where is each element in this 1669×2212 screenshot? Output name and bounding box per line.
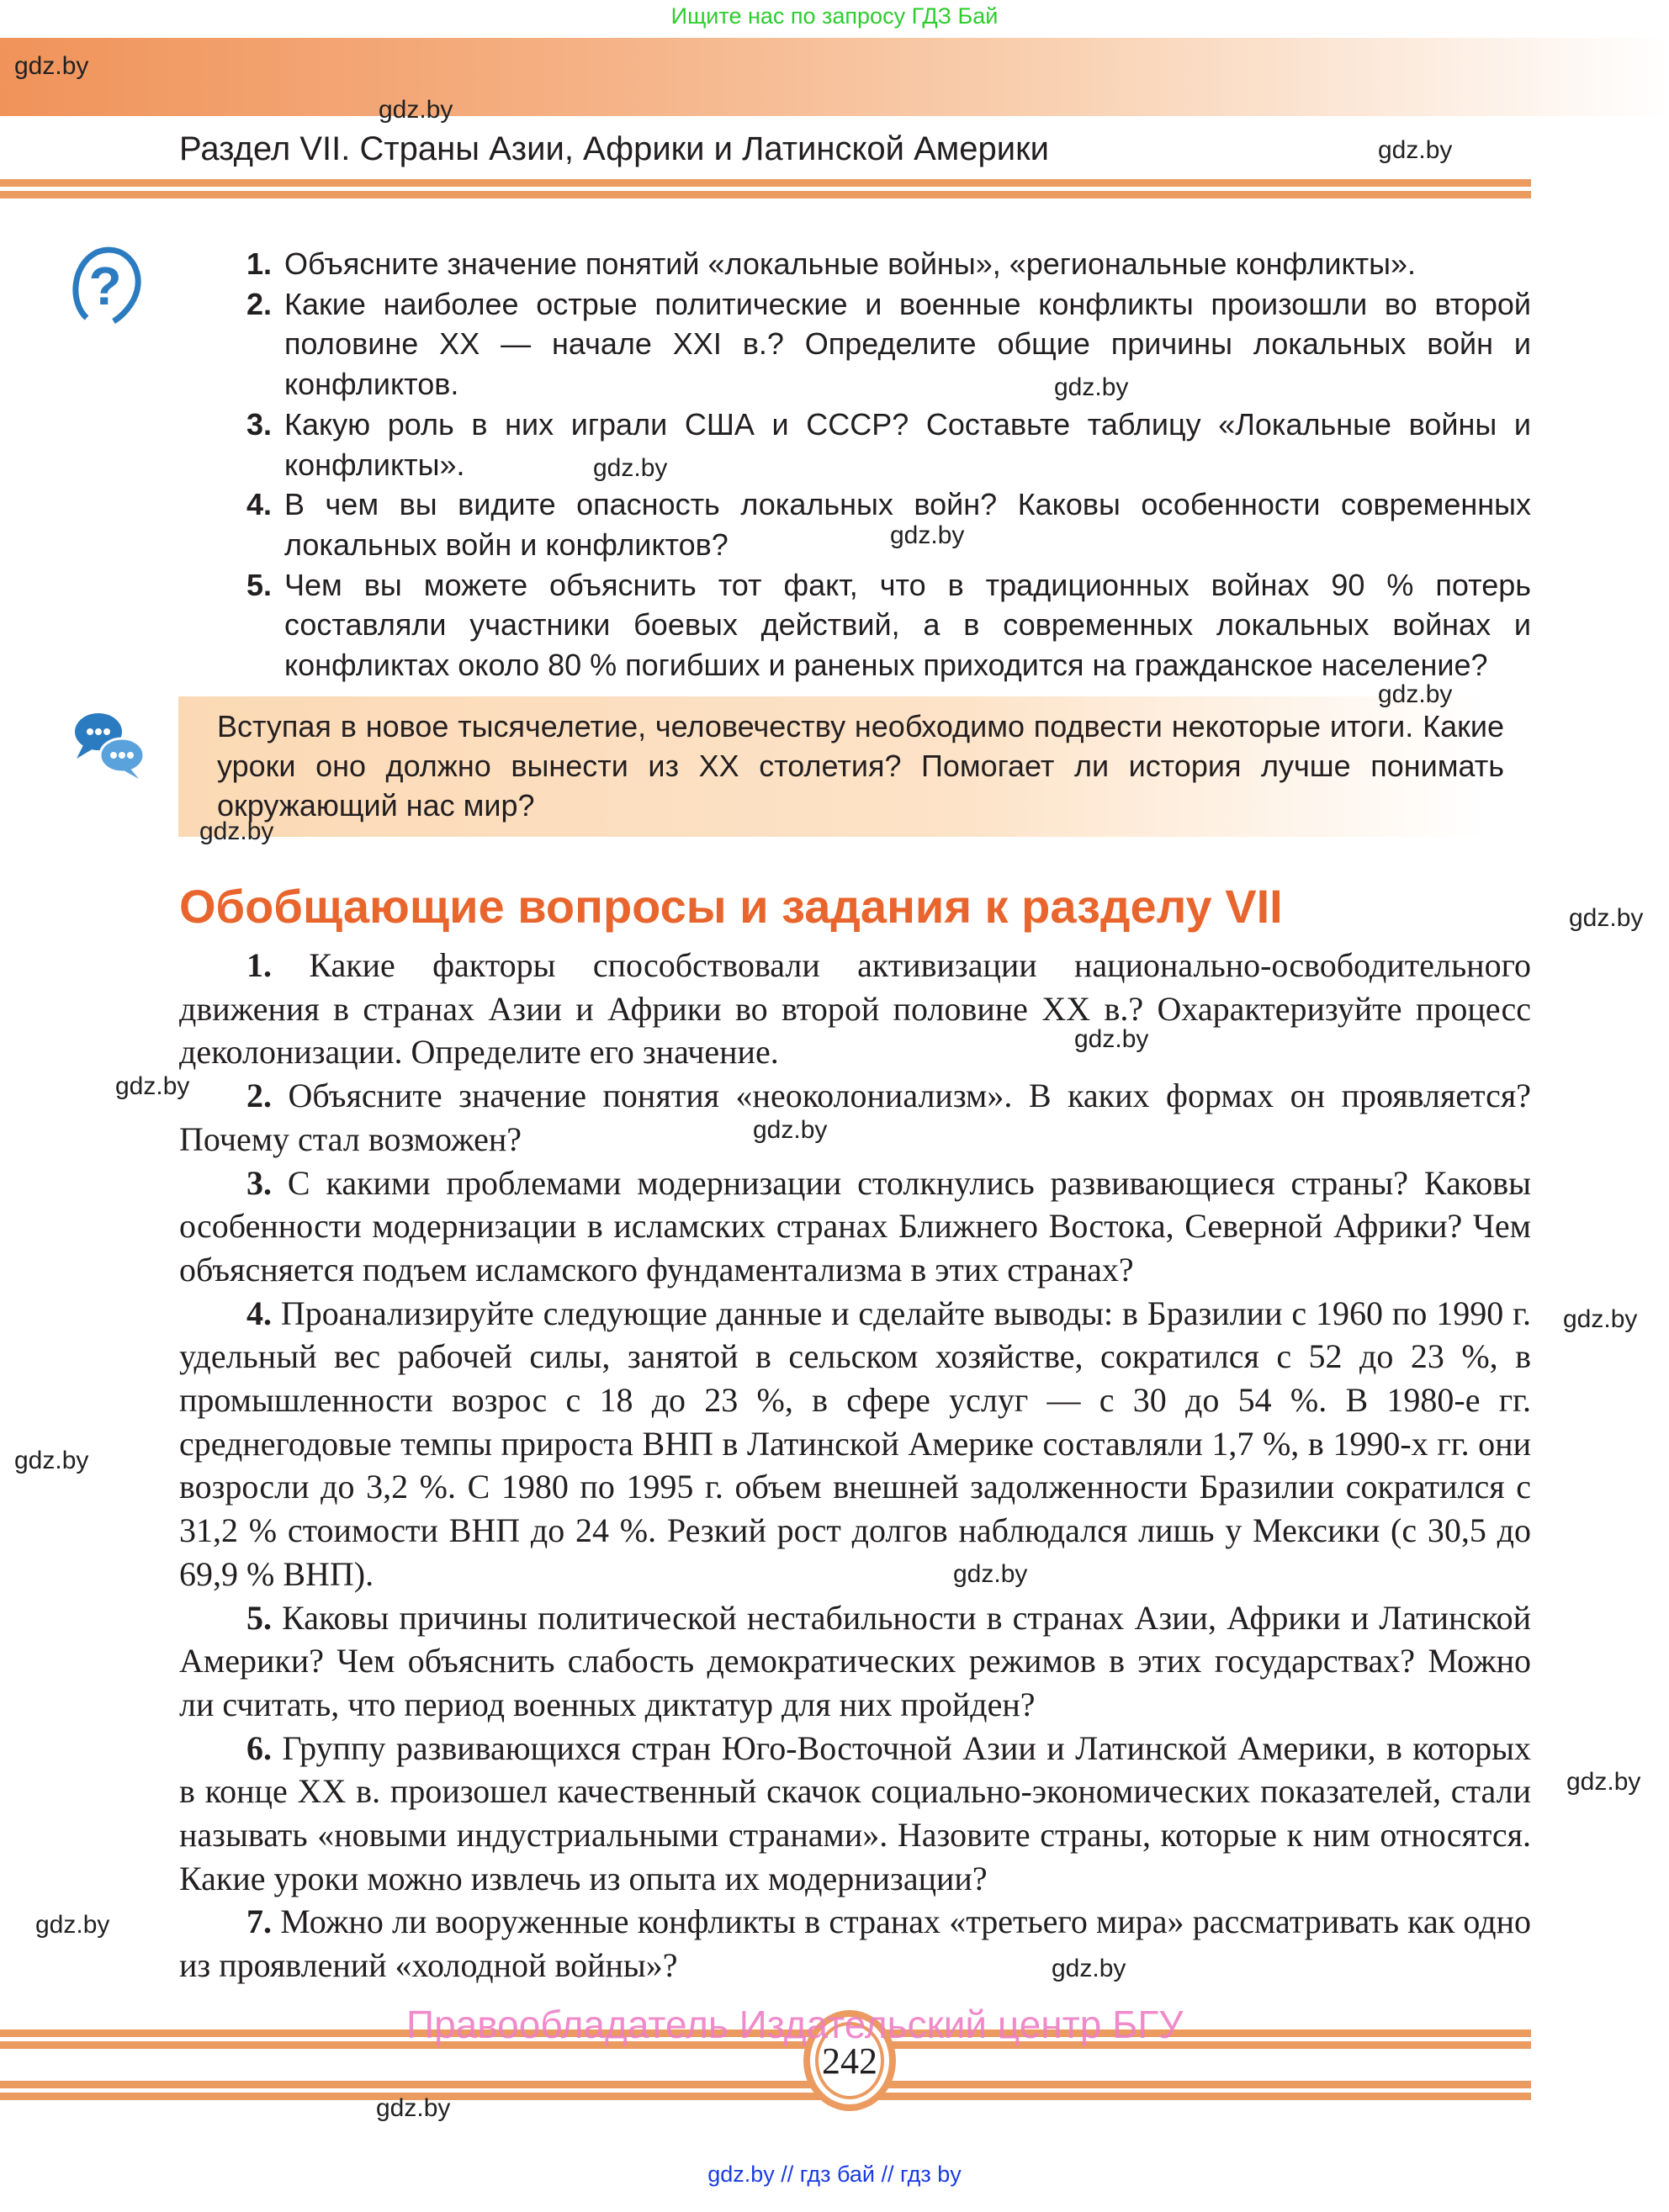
question-item: 4. В чем вы видите опасность локальных войн? Каковы особенности современных локальных войн и конфликтов? [246,487,1531,562]
section-title: Раздел VII. Страны Азии, Африки и Латинской Америки [179,130,1049,167]
discussion-text: Вступая в новое тысячелетие, человечеству необходимо подвести некоторые итоги. Какие уроки оно должно вынести из XX столетия? Помогает ли история лучше понимать окружающий нас мир? [217,709,1504,823]
watermark: gdz.by [199,818,274,845]
watermark: gdz.by [753,1116,828,1144]
watermark: gdz.by [376,2094,451,2122]
watermark: gdz.by [1566,1768,1641,1796]
task-item: 4. Проанализируйте следующие данные и сделайте выводы: в Бразилии с 1960 по 1990 г. удельный вес рабочей силы, занятой в сельском хозяйстве, сократился с 52 до 23 %, в промышленности возрос с 18 до 23 %, в сфере услуг — с 30 до 54 %. В 1980-е гг. среднегодовые темпы прироста ВНП в Латинской Америке составляли 1,7 %, в 1990-х гг. они возросли до 3,2 %. С 1980 по 1995 г. объем внешней задолженности Бразилии сократился с 31,2 % стоимости ВНП до 24 %. Резкий рост долгов наблюдался лишь у Мексики (с 30,5 до 69,9 % ВНП). [179,1294,1532,1593]
chat-bubbles-icon [72,706,149,781]
header-rule [0,179,1531,187]
summary-heading: Обобщающие вопросы и задания к разделу VII [179,880,1283,933]
task-item: 7. Можно ли вооруженные конфликты в странах «третьего мира» рассматривать как одно из проявлений «холодной войны»? [179,1902,1531,1985]
watermark: gdz.by [1054,373,1129,401]
watermark: gdz.by [1378,136,1453,164]
copyright-watermark: Правообладатель Издательский центр БГУ [406,2003,1184,2046]
watermark: gdz.by [14,52,89,80]
bottom-links[interactable]: gdz.by // гдз бай // гдз by [707,2162,962,2187]
footer-rule [0,2081,1531,2088]
question-item: 5. Чем вы можете объяснить тот факт, что в традиционных войнах 90 % потерь составляли участники боевых действий, а в современных локальных войнах и конфликтах около 80 % погибших и раненых приходится на гражданское население? [246,567,1531,683]
question-item: 3. Какую роль в них играли США и СССР? Составьте таблицу «Локальные войны и конфликты». [246,406,1531,482]
question-item: 1. Объясните значение понятий «локальные войны», «региональные конфликты». [246,246,1417,281]
watermark: gdz.by [1563,1305,1638,1333]
watermark: gdz.by [35,1911,110,1939]
watermark: gdz.by [593,454,668,482]
questions-list [246,244,1531,685]
watermark: gdz.by [1074,1025,1149,1053]
search-hint: Ищите нас по запросу ГДЗ Бай [670,3,999,29]
question-icon [63,244,147,328]
watermark: gdz.by [379,96,453,124]
watermark: gdz.by [1569,904,1644,932]
task-item: 1. Какие факторы способствовали активизации национально-освободительного движения в странах Азии и Африки во второй половине XX в.? Охарактеризуйте процесс деколонизации. Определите его значение. [179,946,1531,1072]
task-item: 2. Объясните значение понятия «неоколониализм». В каких формах он проявляется? Почему стал возможен? [179,1077,1532,1158]
header-rule [0,191,1531,198]
header-band [0,38,1669,116]
question-item: 2. Какие наиболее острые политические и военные конфликты произошли во второй половине XX — начале XXI в.? Определите общие причины локальных войн и конфликтов. [246,286,1531,402]
summary-tasks [179,944,1531,1987]
page-number: 242 [822,2040,877,2082]
watermark: gdz.by [1052,1955,1126,1982]
watermark: gdz.by [953,1560,1028,1588]
task-item: 6. Группу развивающихся стран Юго-Восточной Азии и Латинской Америки, в которых в конце XX в. произошел качественный скачок социально-экономических показателей, стали называть «новыми индустриальными странами». Назовите страны, которые к ним относятся. Какие уроки можно извлечь из опыта их модернизации? [179,1728,1532,1897]
footer-rule [0,2093,1531,2100]
svg-text:?: ? [88,256,122,316]
task-item: 5. Каковы причины политической нестабильности в странах Азии, Африки и Латинской Америки? Чем объяснить слабость демократических режимов в этих государствах? Можно ли считать, что период военных диктатур для них пройден? [179,1598,1532,1723]
watermark: gdz.by [14,1447,89,1474]
watermark: gdz.by [890,521,965,549]
task-item: 3. С какими проблемами модернизации столкнулись развивающиеся страны? Каковы особенности модернизации в исламских странах Ближнего Востока, Северной Африки? Чем объясняется подъем исламского фундаментализма в этих странах? [179,1163,1532,1289]
watermark: gdz.by [1378,680,1453,708]
watermark: gdz.by [115,1072,190,1100]
